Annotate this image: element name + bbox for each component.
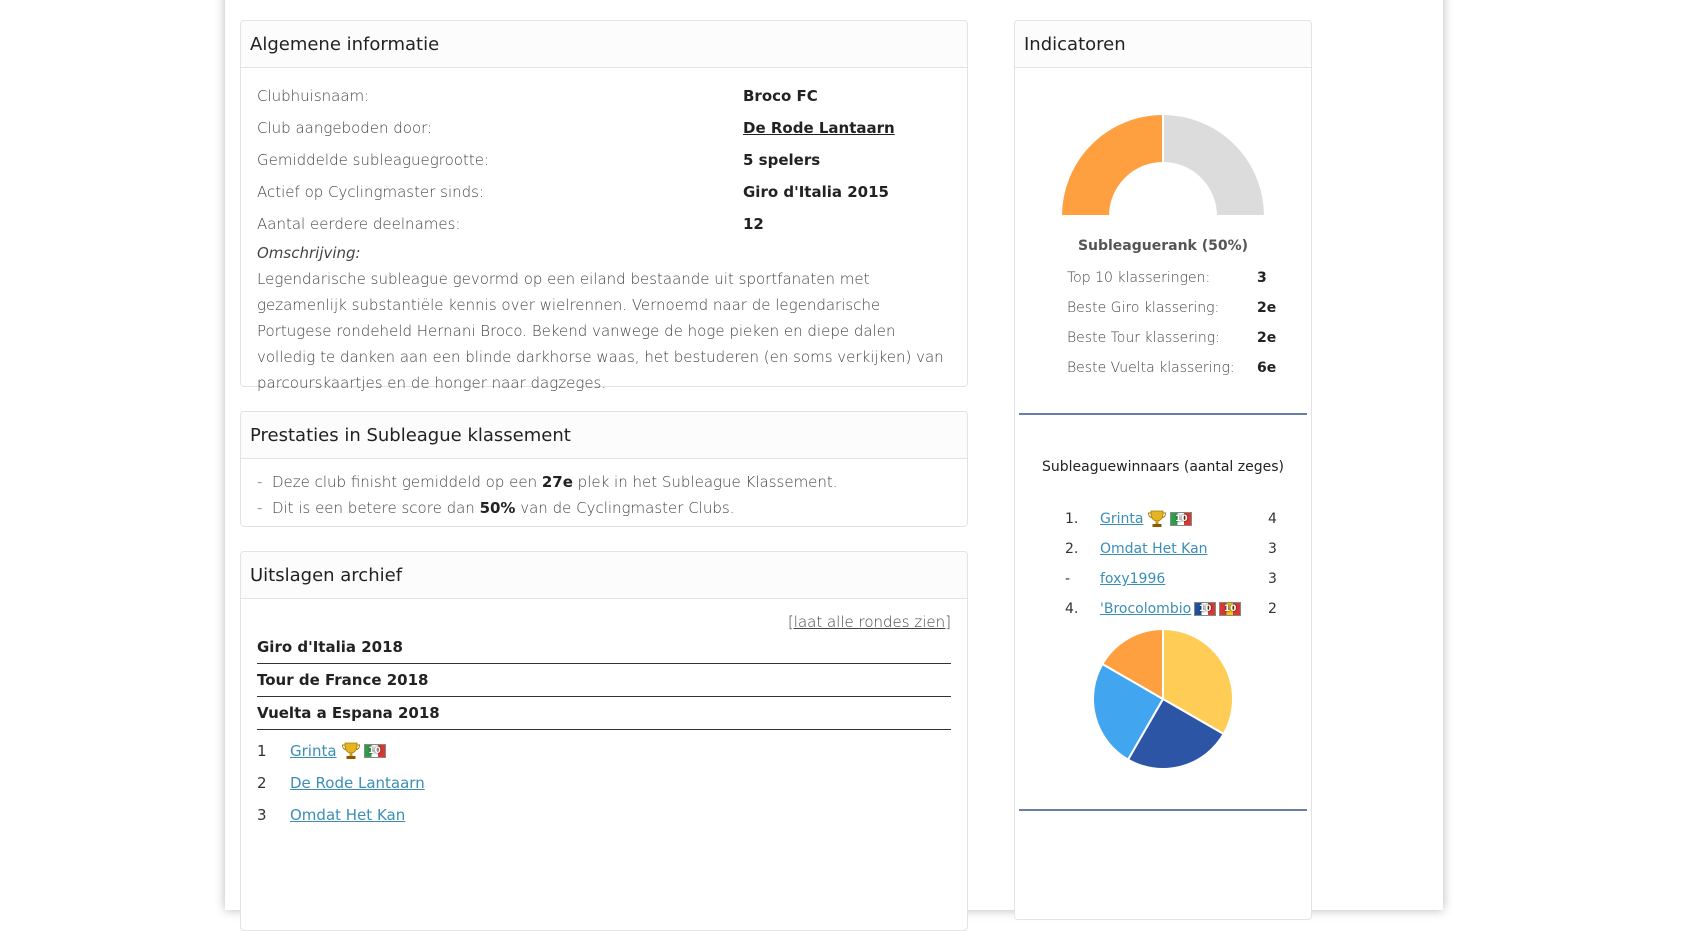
subleague-rank-gauge bbox=[1015, 91, 1311, 241]
general-info-list bbox=[257, 80, 951, 240]
winner-position: 4. bbox=[1065, 601, 1079, 617]
archive-panel bbox=[240, 551, 968, 931]
race-toggle[interactable]: Giro d'Italia 2018 bbox=[257, 631, 951, 664]
flag-badge-text: 10 bbox=[368, 746, 381, 756]
info-label: Club aangeboden door: bbox=[257, 119, 433, 137]
info-value: Giro d'Italia 2015 bbox=[743, 183, 889, 201]
stat-label: Beste Giro klassering: bbox=[1067, 300, 1220, 316]
result-club-link[interactable]: Grinta bbox=[290, 742, 337, 760]
winner-row bbox=[1065, 534, 1277, 564]
info-row bbox=[257, 208, 951, 240]
description-text: Legendarische subleague gevormd op een eiland bestaande uit sportfanaten met gezamenlijk substantiële kennis over wielrennen. Vernoemd naar de legendarische Portugese rondeheld Hernani Broco. Bekend vanwege de hoge pieken en diepe dalen volledig te danken aan een blinde darkhorse waas, het bestuderen (en soms verkijken) van parcourskaartjes en de honger naar dagzeges. bbox=[257, 270, 944, 392]
owner-link[interactable]: De Rode Lantaarn bbox=[743, 119, 895, 137]
indicator-stats bbox=[1067, 263, 1276, 383]
winner-name-cell bbox=[1100, 541, 1268, 557]
winner-club-link[interactable]: Grinta bbox=[1100, 511, 1144, 527]
performance-panel bbox=[240, 411, 968, 527]
general-info-title: Algemene informatie bbox=[241, 21, 967, 68]
indicators-panel bbox=[1014, 20, 1312, 920]
stat-row bbox=[1067, 263, 1276, 293]
winner-name-cell bbox=[1100, 601, 1268, 617]
stat-row bbox=[1067, 353, 1276, 383]
archive-title: Uitslagen archief bbox=[241, 552, 967, 599]
performance-line-2: - Dit is een betere score dan 50% van de Cyclingmaster Clubs. bbox=[257, 499, 735, 517]
info-row bbox=[257, 112, 951, 144]
info-label: Clubhuisnaam: bbox=[257, 87, 370, 105]
stat-value: 3 bbox=[1257, 270, 1267, 286]
result-position: 2 bbox=[257, 774, 267, 792]
flag-icon bbox=[364, 744, 386, 758]
avg-position: 27e bbox=[541, 473, 573, 491]
winner-row bbox=[1065, 594, 1277, 624]
winner-position: 1. bbox=[1065, 511, 1079, 527]
info-value: 12 bbox=[743, 215, 764, 233]
flag-icon bbox=[1194, 602, 1216, 616]
stat-value: 6e bbox=[1257, 360, 1277, 376]
results-list bbox=[257, 735, 951, 831]
flag-icon bbox=[1170, 512, 1192, 526]
gauge-label: Subleaguerank (50%) bbox=[1077, 238, 1249, 254]
winner-position: - bbox=[1065, 571, 1071, 587]
page-container bbox=[225, 0, 1443, 910]
stat-value: 2e bbox=[1257, 300, 1277, 316]
winners-list bbox=[1065, 504, 1277, 624]
info-label: Aantal eerdere deelnames: bbox=[257, 215, 461, 233]
stat-row bbox=[1067, 323, 1276, 353]
divider-2 bbox=[1019, 809, 1307, 811]
gauge-remaining-arc bbox=[1163, 114, 1265, 216]
winner-row bbox=[1065, 504, 1277, 534]
winner-position: 2. bbox=[1065, 541, 1079, 557]
line2-post: van de Cyclingmaster Clubs. bbox=[515, 499, 735, 517]
race-list bbox=[257, 631, 951, 730]
result-position: 3 bbox=[257, 806, 267, 824]
performance-title: Prestaties in Subleague klassement bbox=[241, 412, 967, 459]
indicators-title: Indicatoren bbox=[1015, 21, 1311, 68]
info-value: 5 spelers bbox=[743, 151, 821, 169]
winner-name-cell bbox=[1100, 571, 1268, 587]
description-label: Omschrijving: bbox=[257, 244, 361, 262]
flag-badge-text: 10 bbox=[1223, 604, 1237, 614]
winners-pie-chart bbox=[1015, 629, 1311, 789]
gauge-value-arc bbox=[1061, 114, 1163, 216]
trophy-icon bbox=[1147, 509, 1167, 529]
info-row bbox=[257, 144, 951, 176]
line1-post: plek in het Subleague Klassement. bbox=[572, 473, 838, 491]
winner-count: 4 bbox=[1268, 511, 1277, 527]
stat-label: Beste Tour klassering: bbox=[1067, 330, 1220, 346]
stat-label: Beste Vuelta klassering: bbox=[1067, 360, 1235, 376]
info-value: Broco FC bbox=[743, 87, 818, 105]
info-label: Actief op Cyclingmaster sinds: bbox=[257, 183, 485, 201]
info-label: Gemiddelde subleaguegrootte: bbox=[257, 151, 489, 169]
result-club-link[interactable]: Omdat Het Kan bbox=[290, 806, 406, 824]
result-club-link[interactable]: De Rode Lantaarn bbox=[290, 774, 425, 792]
winner-club-link[interactable]: 'Brocolombio bbox=[1100, 601, 1192, 617]
stat-label: Top 10 klasseringen: bbox=[1067, 270, 1211, 286]
line1-pre: Deze club finisht gemiddeld op een bbox=[271, 473, 542, 491]
winner-count: 2 bbox=[1268, 601, 1277, 617]
info-row bbox=[257, 80, 951, 112]
better-percentage: 50% bbox=[479, 499, 516, 517]
stat-row bbox=[1067, 293, 1276, 323]
winner-name-cell bbox=[1100, 509, 1268, 529]
show-all-rounds-link[interactable]: [laat alle rondes zien] bbox=[787, 613, 951, 631]
race-toggle[interactable]: Tour de France 2018 bbox=[257, 664, 951, 697]
winner-count: 3 bbox=[1268, 571, 1277, 587]
result-row bbox=[257, 799, 951, 831]
line2-pre: Dit is een betere score dan bbox=[271, 499, 480, 517]
stat-value: 2e bbox=[1257, 330, 1277, 346]
winner-club-link[interactable]: Omdat Het Kan bbox=[1100, 541, 1208, 557]
flag-badge-text: 10 bbox=[1198, 604, 1212, 614]
race-toggle[interactable]: Vuelta a Espana 2018 bbox=[257, 697, 951, 730]
info-row bbox=[257, 176, 951, 208]
trophy-icon bbox=[341, 741, 361, 761]
winner-row bbox=[1065, 564, 1277, 594]
winner-count: 3 bbox=[1268, 541, 1277, 557]
flag-icon bbox=[1219, 602, 1241, 616]
general-info-panel bbox=[240, 20, 968, 392]
divider-1 bbox=[1019, 413, 1307, 415]
result-position: 1 bbox=[257, 742, 267, 760]
winner-club-link[interactable]: foxy1996 bbox=[1100, 571, 1166, 587]
result-row bbox=[257, 767, 951, 799]
performance-line-1: - Deze club finisht gemiddeld op een 27e plek in het Subleague Klassement. bbox=[257, 473, 838, 491]
winners-title: Subleaguewinnaars (aantal zeges) bbox=[1042, 459, 1284, 475]
flag-badge-text: 10 bbox=[1175, 514, 1188, 524]
result-row bbox=[257, 735, 951, 767]
